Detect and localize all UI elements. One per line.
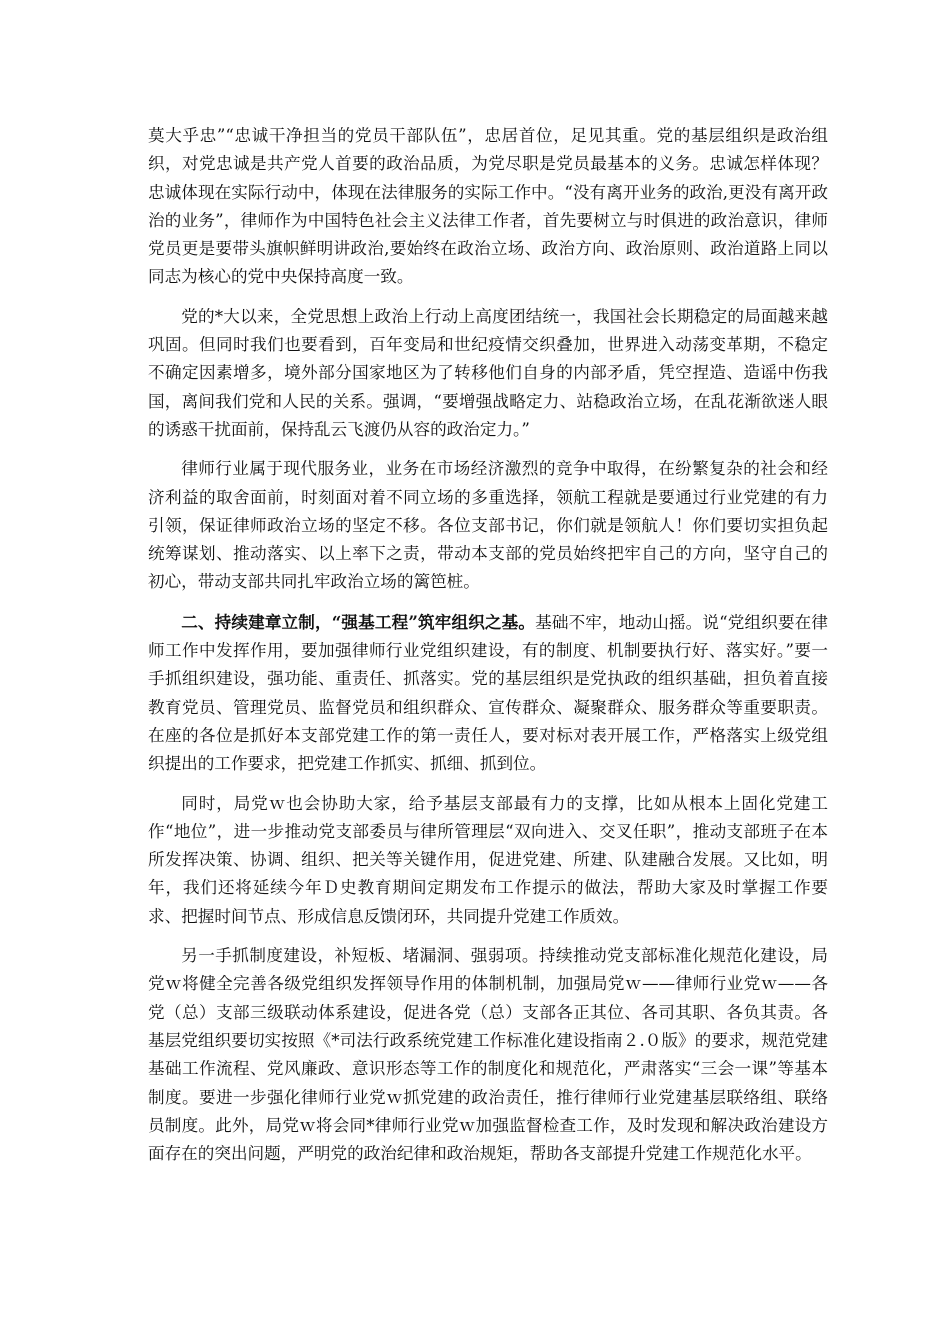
paragraph <box>148 455 828 596</box>
paragraph-text: 另一手抓制度建设，补短板、堵漏洞、强弱项。持续推动党支部标准化规范化建设，局党ｗ将健全完善各级党组织发挥领导作用的体制机制，加强局党ｗ——律师行业党ｗ——各党（总）支部三级联动体系建设，促进各党（总）支部各正其位、各司其职、各负其责。各基层党组织要切实按照《*司法行政系统党建工作标准化建设指南２.０版》的要求，规范党建基础工作流程、党风廉政、意识形态等工作的制度化和规范化，严肃落实“三会一课”等基本制度。要进一步强化律师行业党ｗ抓党建的政治责任，推行律师行业党建基层联络组、联络员制度。此外，局党ｗ将会同*律师行业党ｗ加强监督检查工作，及时发现和解决政治建设方面存在的突出问题，严明党的政治纪律和政治规矩，帮助各支部提升党建工作规范化水平。 <box>148 946 828 1164</box>
section-heading-paragraph <box>148 608 828 779</box>
paragraph-text: 基础不牢，地动山摇。说“党组织要在律师工作中发挥作用，要加强律师行业党组织建设，有的制度、机制要执行好、落实好。”要一手抓组织建设，强功能、重责任、抓落实。党的基层组织是党执政的组织基础，担负着直接教育党员、管理党员、监督党员和组织群众、宣传群众、凝聚群众、服务群众等重要职责。在座的各位是抓好本支部党建工作的第一责任人，要对标对表开展工作，严格落实上级党组织提出的工作要求，把党建工作抓实、抓细、抓到位。 <box>148 612 828 774</box>
paragraph-text: 律师行业属于现代服务业，业务在市场经济激烈的竞争中取得，在纷繁复杂的社会和经济利益的取舍面前，时刻面对着不同立场的多重选择，领航工程就是要通过行业党建的有力引领，保证律师政治立场的坚定不移。各位支部书记，你们就是领航人！你们要切实担负起统筹谋划、推动落实、以上率下之责，带动本支部的党员始终把牢自己的方向，坚守自己的初心，带动支部共同扎牢政治立场的篱笆桩。 <box>148 459 828 592</box>
paragraph-text: 党的*大以来，全党思想上政治上行动上高度团结统一，我国社会长期稳定的局面越来越巩固。但同时我们也要看到，百年变局和世纪疫情交织叠加，世界进入动荡变革期，不稳定不确定因素增多，境外部分国家地区为了转移他们自身的内部矛盾，凭空捏造、造谣中伤我国，离间我们党和人民的关系。强调，“要增强战略定力、站稳政治立场，在乱花渐欲迷人眼的诱惑干扰面前，保持乱云飞渡仍从容的政治定力。” <box>148 306 828 439</box>
paragraph <box>148 122 828 292</box>
paragraph <box>148 790 828 931</box>
paragraph-text: 莫大乎忠”“忠诚干净担当的党员干部队伍”，忠居首位，足见其重。党的基层组织是政治组织，对党忠诚是共产党人首要的政治品质，为党尽职是党员最基本的义务。忠诚怎样体现？忠诚体现在实际行动中，体现在法律服务的实际工作中。“没有离开业务的政治,更没有离开政治的业务”，律师作为中国特色社会主义法律工作者，首先要树立与时俱进的政治意识，律师党员更是要带头旗帜鲜明讲政治,要始终在政治立场、政治方向、政治原则、政治道路上同以同志为核心的党中央保持高度一致。 <box>148 126 828 287</box>
paragraph <box>148 942 828 1168</box>
paragraph-text: 同时，局党ｗ也会协助大家，给予基层支部最有力的支撑，比如从根本上固化党建工作“地位”，进一步推动党支部委员与律所管理层“双向进入、交叉任职”，推动支部班子在本所发挥决策、协调、组织、把关等关键作用，促进党建、所建、队建融合发展。又比如，明年，我们还将延续今年Ｄ史教育期间定期发布工作提示的做法，帮助大家及时掌握工作要求、把握时间节点、形成信息反馈闭环，共同提升党建工作质效。 <box>148 793 828 926</box>
section-heading: 二、持续建章立制，“强基工程”筑牢组织之基。 <box>181 611 536 632</box>
paragraph <box>148 303 828 444</box>
document-body <box>148 122 828 1179</box>
